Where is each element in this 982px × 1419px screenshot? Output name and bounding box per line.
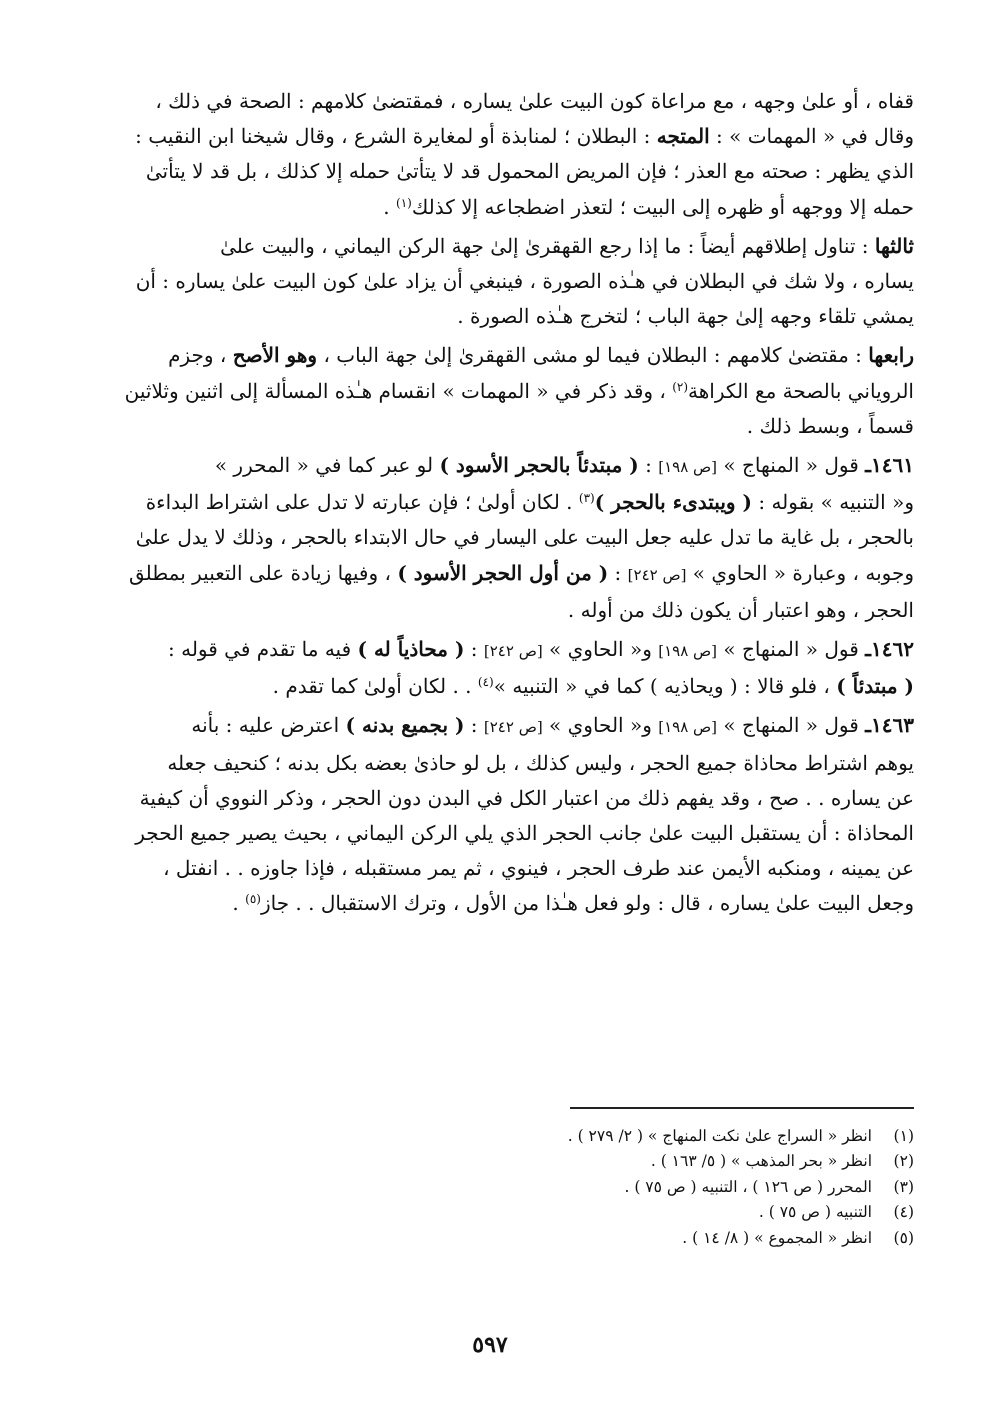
footnote-separator: [570, 1107, 914, 1109]
footnote-number: (٤): [893, 1203, 914, 1222]
paragraph: [68, 448, 914, 628]
text-segment: وقال في « المهمات » :: [709, 124, 914, 149]
text-segment: : مقتضىٰ كلامهم : البطلان فيما لو مشى القهقرىٰ إلىٰ جهة الباب ،: [317, 343, 869, 368]
text-segment: المحاذاة : أن يستقبل البيت علىٰ جانب الحجر الذي يلي الركن اليماني ، بحيث يصير جميع الحجر: [135, 821, 914, 846]
bold-text: ( بجميع بدنه ): [345, 713, 465, 738]
page-reference: [ص ٢٤٢]: [627, 565, 687, 584]
text-segment: يساره ، ولا شك في البطلان في هـٰذه الصورة ، فينبغي أن يزاد علىٰ كون البيت علىٰ يساره : أن: [135, 269, 914, 294]
footnote-text: انظر « السراج علىٰ نكت المنهاج » ( ٢/ ٢٧٩ ) .: [567, 1127, 872, 1145]
page-reference: [ص ١٩٨]: [658, 458, 718, 477]
page-reference: [ص ١٩٨]: [658, 718, 718, 737]
text-segment: قول « المنهاج »: [717, 453, 866, 478]
footnote-item: [380, 1175, 914, 1200]
footnotes: [380, 1124, 914, 1251]
bold-text: رابعها: [868, 343, 914, 368]
text-segment: عن يساره . . صح ، وقد يفهم ذلك من اعتبار الكل في البدن دون الحجر ، وذكر النووي أن كيفية: [139, 785, 914, 810]
footnote-text: انظر « بحر المذهب » ( ٥/ ١٦٣ ) .: [650, 1152, 872, 1171]
footnote-number: (٥): [893, 1228, 914, 1247]
text-segment: قفاه ، أو علىٰ وجهه ، مع مراعاة كون البيت علىٰ يساره ، فمقتضىٰ كلامهم : الصحة في ذلك ،: [155, 89, 914, 113]
text-segment: و« الحاوي »: [542, 713, 659, 738]
text-segment: لو عبر كما في « المحرر »: [214, 453, 440, 478]
text-segment: . لكان أولىٰ ؛ فإن عبارته لا تدل على اشتراط البداءة: [145, 490, 579, 515]
text-segment: :: [638, 453, 659, 478]
paragraph: [68, 84, 914, 225]
bold-text: ( من أول الحجر الأسود ): [397, 560, 609, 585]
page-reference: [ص ٢٤٢]: [483, 718, 543, 737]
footnote-marker: (٤): [477, 675, 494, 690]
footnote-text: المحرر ( ص ١٢٦ ) ، التنبيه ( ص ٧٥ ) .: [624, 1177, 872, 1196]
bold-text: ثالثها: [874, 233, 914, 258]
text-segment: . . لكان أولىٰ كما تقدم .: [272, 674, 478, 699]
text-segment: :: [464, 637, 484, 662]
text-segment: الروياني بالصحة مع الكراهة: [688, 378, 914, 403]
bold-text: المتجه: [656, 124, 710, 149]
text-segment: حمله إلا ووجهه أو ظهره إلى البيت ؛ لتعذر اضطجاعه إلا كذلك: [411, 194, 914, 219]
page-reference: [ص ٢٤٢]: [483, 642, 543, 661]
footnote-number: (٢): [893, 1152, 914, 1171]
text-segment: الحجر ، وهو اعتبار أن يكون ذلك من أوله .: [567, 597, 914, 622]
text-segment: :: [464, 713, 484, 738]
bold-text: ( ويبتدىء بالحجر ): [594, 490, 752, 515]
text-segment: :: [608, 560, 628, 585]
bold-text: وهو الأصح: [232, 343, 318, 368]
bold-text: ١٤٦١ـ: [865, 453, 914, 478]
footnote-marker: (٥): [245, 892, 261, 907]
page-reference: [ص ١٩٨]: [658, 642, 718, 661]
page-number: ٥٩٧: [472, 1332, 508, 1358]
text-segment: قول « المنهاج »: [717, 713, 866, 738]
footnote-number: (١): [893, 1127, 914, 1145]
bold-text: ( محاذياً له ): [357, 637, 465, 662]
text-segment: قسماً ، وبسط ذلك .: [746, 413, 914, 438]
footnote-number: (٣): [893, 1177, 914, 1196]
text-segment: يوهم اشتراط محاذاة جميع الحجر ، وليس كذلك ، بل لو حاذىٰ بعضه بكل بدنه ؛ كنحيف جعله: [167, 750, 914, 775]
footnote-text: انظر « المجموع » ( ٨/ ١٤ ) .: [682, 1228, 872, 1247]
text-segment: اعترض عليه : بأنه: [191, 713, 346, 738]
text-segment: و« التنبيه » بقوله :: [751, 490, 914, 515]
footnote-item: [380, 1226, 914, 1251]
text-segment: وجوبه ، وعبارة « الحاوي »: [686, 560, 914, 585]
text-segment: يمشي تلقاء وجهه إلىٰ جهة الباب ؛ لتخرج هـٰذه الصورة .: [457, 304, 914, 329]
text-segment: ، وفيها زيادة على التعبير بمطلق: [128, 560, 398, 585]
text-segment: .: [232, 891, 246, 916]
bold-text: ١٤٦٣ـ: [865, 713, 914, 738]
text-segment: : تناول إطلاقهم أيضاً : ما إذا رجع القهقرىٰ إلىٰ جهة الركن اليماني ، والبيت علىٰ: [220, 233, 875, 258]
footnote-item: [380, 1200, 914, 1225]
text-segment: : البطلان ؛ لمنابذة أو لمغايرة الشرع ، وقال شيخنا ابن النقيب :: [135, 124, 657, 149]
text-segment: قول « المنهاج »: [717, 637, 866, 662]
footnote-item: [380, 1149, 914, 1174]
footnote-marker: (١): [396, 195, 412, 210]
text-segment: عن يمينه ، ومنكبه الأيمن عند طرف الحجر ، فينوي ، ثم يمر مستقبله ، فإذا جاوزه . . انفتل ،: [163, 856, 914, 881]
main-text: [68, 84, 914, 926]
text-segment: ، وجزم: [168, 343, 233, 368]
text-segment: ، فلو قالا : ( ويحاذيه ) كما في « التنبيه »: [493, 674, 837, 699]
text-segment: وجعل البيت علىٰ يساره ، قال : ولو فعل هـٰذا من الأول ، وترك الاستقبال . . جاز: [260, 891, 914, 916]
text-segment: .: [383, 194, 396, 219]
paragraph: [68, 632, 914, 704]
bold-text: ( مبتدئاً ): [836, 674, 914, 699]
bold-text: ( مبتدئاً بالحجر الأسود ): [439, 453, 639, 478]
paragraph: [68, 229, 914, 335]
paragraph: [68, 708, 914, 921]
paragraph: [68, 338, 914, 444]
footnote-item: [380, 1124, 914, 1149]
bold-text: ١٤٦٢ـ: [865, 637, 914, 662]
text-segment: فيه ما تقدم في قوله :: [168, 637, 358, 662]
text-segment: بالحجر ، بل غاية ما تدل عليه جعل البيت على اليسار في حال الابتداء بالحجر ، وذلك لا يدل علىٰ: [135, 525, 914, 550]
footnote-marker: (٢): [672, 379, 689, 394]
footnote-text: التنبيه ( ص ٧٥ ) .: [758, 1203, 872, 1222]
footnote-marker: (٣): [578, 491, 595, 506]
text-segment: و« الحاوي »: [542, 637, 659, 662]
text-segment: الذي يظهر : صحته مع العذر ؛ فإن المريض المحمول قد لا يتأتىٰ حمله إلا كذلك ، بل قد لا يتأتىٰ: [145, 159, 914, 184]
text-segment: ، وقد ذكر في « المهمات » انقسام هـٰذه المسألة إلى اثنين وثلاثين: [124, 378, 673, 403]
